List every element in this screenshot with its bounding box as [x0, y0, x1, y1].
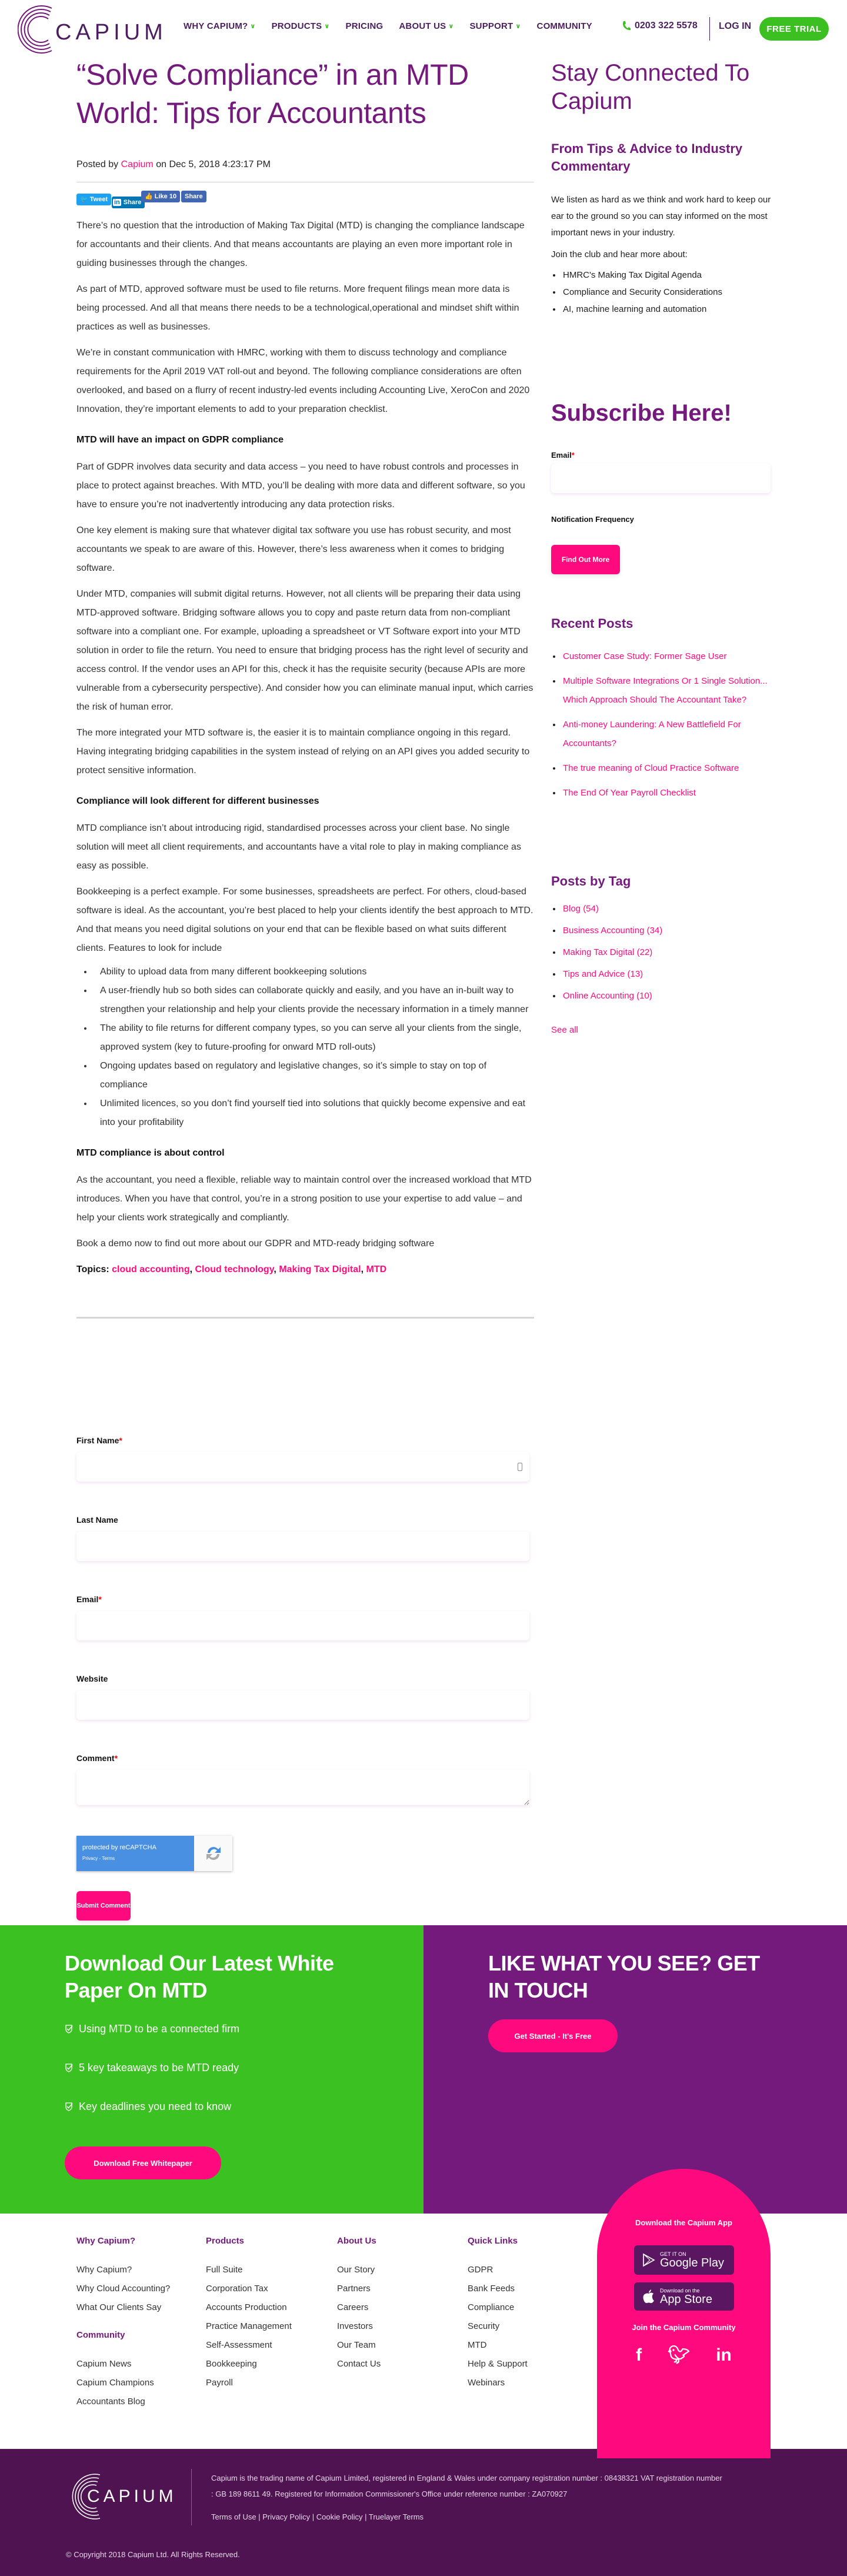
list-item — [562, 947, 662, 957]
whitepaper-title: Download Our Latest White Paper On MTD — [65, 1951, 334, 2002]
author-link[interactable]: Capium — [121, 159, 154, 169]
footer-link[interactable]: Bookkeeping — [206, 2359, 257, 2369]
label-text: Email — [551, 451, 572, 460]
footer-heading: Why Capium? — [76, 2236, 135, 2246]
first-name-label — [76, 1436, 529, 1445]
share-buttons — [76, 191, 534, 206]
paragraph: As the accountant, you need a flexible, reliable way to maintain control over the increased workload that MTD introduces. When you have that control, you’re in a strong position to use your expertise to add value – and help your clients work strategically and compliantly. — [76, 1175, 532, 1223]
subscribe-title: Subscribe Here! — [551, 400, 732, 426]
posts-by-tag-title: Posts by Tag — [551, 874, 631, 888]
footer-link[interactable]: Careers — [337, 2302, 369, 2312]
logo-text: CAPIUM — [55, 20, 167, 45]
footer-column-quick-links — [468, 2236, 597, 2392]
nav-community[interactable] — [537, 21, 592, 31]
subscribe-email-input[interactable] — [551, 464, 771, 493]
footer-link[interactable]: Payroll — [206, 2378, 233, 2388]
comment-label — [76, 1753, 529, 1763]
store-big-text: Google Play — [660, 2257, 724, 2269]
linkedin-share-button[interactable] — [112, 197, 145, 208]
sidebar-join-text: Join the club and hear more about: — [551, 249, 688, 259]
nav-label: PRICING — [345, 21, 384, 31]
store-text — [660, 2251, 724, 2269]
website-field-group — [76, 1674, 529, 1720]
paragraph: One key element is making sure that whatever digital tax software you use has robust security, and most accountants we speak to are aware of this. However, there’s less awareness when it comes to bridging software. — [76, 525, 511, 573]
nav-label: PRODUCTS — [271, 21, 322, 31]
whitepaper-cta — [0, 1925, 424, 2214]
app-download-panel — [597, 2169, 771, 2458]
privacy-policy-link[interactable]: Privacy Policy — [262, 2512, 311, 2521]
footer-link[interactable]: Investors — [337, 2321, 373, 2331]
nav-pricing[interactable] — [345, 21, 383, 31]
check-shield-icon — [65, 2063, 73, 2072]
main-nav — [184, 21, 608, 31]
posted-by-label: Posted by — [76, 159, 119, 169]
get-started-button[interactable]: Get Started - It's Free — [488, 2019, 618, 2052]
capium-rings-icon — [18, 2, 59, 56]
tag-link[interactable]: Online Accounting (10) — [563, 991, 652, 1001]
tweet-button[interactable] — [76, 194, 111, 205]
list-item: • Unlimited licences, so you don’t find yourself tied into solutions that quickly become expensive and eat into your profitability — [93, 1094, 534, 1132]
recent-post-link[interactable]: Anti-money Laundering: A New Battlefield For Accountants? — [563, 720, 741, 748]
footer-link[interactable]: Security — [468, 2321, 500, 2331]
paragraph: Under MTD, companies will submit digital returns. However, not all clients will be preparing their data using MTD-approved software. Bridging software allows you to copy and paste return data from non-compliant software into a compliant one. For example, uploading a spreadsheet or VT Software export into your MTD solution in order to file the return. You need to ensure that bridging process has the right level of security and access control. If the vendor uses an API for this, check it has the requisite security (because APIs are more vulnerable from a cybersecurity perspective). And consider how you can eliminate manual input, which carries the risk of human error. — [76, 589, 533, 712]
label-text: Comment — [76, 1753, 115, 1763]
join-community-title: Join the Capium Community — [632, 2323, 736, 2332]
sidebar-subtitle: From Tips & Advice to Industry Commentary — [551, 141, 743, 174]
autofill-icon[interactable] — [518, 1463, 522, 1471]
nav-about-us[interactable] — [399, 21, 453, 31]
last-name-field-group — [76, 1515, 529, 1561]
site-header — [0, 0, 847, 59]
paragraph: Book a demo now to find out more about our GDPR and MTD-ready bridging software — [76, 1239, 435, 1249]
check-shield-icon — [65, 2102, 73, 2111]
label-text: Email — [76, 1595, 99, 1604]
recent-post-link[interactable]: Multiple Software Integrations Or 1 Single Solution... Which Approach Should The Accountant Take? — [563, 676, 768, 705]
point-text: Key deadlines you need to know — [79, 2101, 232, 2112]
paragraph: The more integrated your MTD software is, the easier it is to maintain compliance ongoing in this regard. Having integrating bridging capabilities in the system instead of relying on an API gives you added security to protect sensitive information. — [76, 728, 530, 776]
first-name-input[interactable] — [76, 1452, 529, 1482]
subscribe-email-label — [551, 451, 575, 460]
copyright: © Copyright 2018 Capium Ltd. All Rights Reserved. — [66, 2550, 240, 2559]
google-play-icon — [642, 2253, 655, 2267]
footer-link[interactable]: Accounts Production — [206, 2302, 287, 2312]
list-item — [562, 969, 662, 979]
facebook-share-button[interactable]: Share — [181, 191, 206, 202]
list-item — [562, 926, 662, 936]
list-item — [562, 672, 773, 710]
section-heading: MTD will have an impact on GDPR compliance — [76, 435, 284, 445]
footer-link[interactable]: Webinars — [468, 2378, 505, 2388]
footer-link[interactable]: Practice Management — [206, 2321, 292, 2331]
required-mark: * — [98, 1595, 102, 1604]
twitter-icon: 🐦 — [80, 196, 88, 203]
footer-link[interactable]: What Our Clients Say — [76, 2302, 162, 2312]
footer-link[interactable]: Help & Support — [468, 2359, 528, 2369]
facebook-icon[interactable]: f — [636, 2345, 642, 2365]
list-item — [562, 715, 773, 753]
post-date: on Dec 5, 2018 4:23:17 PM — [156, 159, 271, 169]
nav-label: SUPPORT — [469, 21, 513, 31]
footer-link[interactable]: Contact Us — [337, 2359, 381, 2369]
footer-link[interactable]: Corporation Tax — [206, 2284, 268, 2294]
like-label: Like 10 — [154, 193, 177, 200]
list-item — [65, 2023, 239, 2062]
sidebar-topics-list — [562, 270, 775, 314]
list-item: • Compliance and Security Considerations — [562, 287, 775, 297]
footer-link[interactable]: Partners — [337, 2284, 371, 2294]
email-label — [76, 1595, 529, 1604]
last-name-label: Last Name — [76, 1515, 118, 1525]
list-item: • The ability to file returns for different company types, so you can serve all your clients from the single, approved system (key to future-proofing for onward MTD roll-outs) — [93, 1019, 534, 1057]
recent-post-link[interactable]: Customer Case Study: Former Sage User — [563, 651, 727, 661]
recent-post-link[interactable]: The true meaning of Cloud Practice Software — [563, 763, 739, 773]
tag-link[interactable]: Tips and Advice (13) — [563, 969, 643, 979]
article-body — [76, 217, 534, 1319]
footer-link[interactable]: Why Cloud Accounting? — [76, 2284, 171, 2294]
linkedin-icon[interactable]: in — [716, 2345, 732, 2365]
comment-form — [76, 1436, 529, 1921]
store-big-text: App Store — [660, 2293, 712, 2306]
twitter-icon[interactable]: 🐦︎ — [668, 2345, 691, 2365]
nav-label: COMMUNITY — [536, 21, 592, 31]
list-item — [562, 904, 662, 914]
truelayer-terms-link[interactable]: Truelayer Terms — [368, 2512, 424, 2521]
footer-link[interactable]: Bank Feeds — [468, 2284, 515, 2294]
nav-label: WHY CAPIUM? — [184, 21, 248, 31]
app-title: Download the Capium App — [635, 2218, 732, 2227]
topic-link[interactable]: MTD — [366, 1264, 387, 1274]
cookie-policy-link[interactable]: Cookie Policy — [316, 2512, 363, 2521]
capium-logo[interactable] — [18, 2, 167, 56]
recaptcha-text — [76, 1836, 194, 1871]
nav-why-capium[interactable] — [184, 21, 256, 31]
topic-link[interactable]: Cloud technology — [195, 1264, 274, 1274]
list-item — [562, 991, 662, 1001]
list-item — [65, 2101, 239, 2139]
footer-column-about-us — [337, 2236, 466, 2374]
topic-link[interactable]: cloud accounting — [112, 1264, 190, 1274]
login-link[interactable]: LOG IN — [719, 21, 752, 31]
footer-logo[interactable] — [71, 2470, 176, 2523]
nav-label: ABOUT US — [399, 21, 446, 31]
recaptcha-links[interactable]: Privacy - Terms — [82, 1856, 115, 1861]
linkedin-share-label: Share — [123, 199, 142, 206]
blog-article — [76, 56, 534, 1319]
check-shield-icon — [65, 2024, 73, 2033]
footer-link[interactable]: Our Team — [337, 2340, 376, 2350]
chevron-down-icon: ∨ — [448, 23, 454, 30]
post-meta — [76, 159, 534, 170]
contact-cta — [424, 1925, 847, 2214]
footer-heading: Products — [206, 2236, 245, 2246]
google-play-button[interactable] — [634, 2245, 734, 2275]
website-label: Website — [76, 1674, 108, 1683]
comment-field-group — [76, 1753, 529, 1808]
notification-frequency-label: Notification Frequency — [551, 515, 634, 524]
list-item — [562, 647, 773, 666]
tag-link[interactable]: Making Tax Digital (22) — [563, 947, 653, 957]
required-mark: * — [119, 1436, 122, 1445]
recent-posts-list — [562, 647, 773, 808]
comment-textarea[interactable] — [76, 1770, 529, 1805]
terms-of-use-link[interactable]: Terms of Use — [211, 2512, 256, 2521]
required-mark: * — [571, 451, 575, 460]
paragraph: As part of MTD, approved software must be used to file returns. More frequent filings mean more data is being processed. And all that means there needs to be a technological,operational and mindset shift within practices as well as businesses. — [76, 284, 519, 332]
article-title: “Solve Compliance” in an MTD World: Tips for Accountants — [76, 58, 469, 129]
divider — [76, 1317, 534, 1319]
website-input[interactable] — [76, 1690, 529, 1720]
topics: Topics: cloud accounting, Cloud technology, Making Tax Digital, MTD — [76, 1264, 387, 1274]
list-item: • HMRC's Making Tax Digital Agenda — [562, 270, 775, 280]
facebook-like-button[interactable] — [141, 191, 180, 202]
see-all-tags-link[interactable]: See all — [551, 1025, 578, 1035]
submit-comment-button[interactable]: Submit Comment — [76, 1891, 131, 1921]
list-item — [562, 784, 773, 803]
footer-link[interactable]: Capium News — [76, 2359, 132, 2369]
topics-label: Topics: — [76, 1264, 109, 1274]
tweet-label: Tweet — [89, 196, 108, 203]
sidebar — [551, 59, 775, 1035]
footer-heading: Community — [76, 2330, 125, 2340]
paragraph: MTD compliance isn’t about introducing rigid, standardised processes across your client base. No single solution will meet all client requirements, and accountants have a vital role to play in making compliance as easy as possible. — [76, 823, 521, 871]
header-divider — [709, 17, 710, 41]
chevron-down-icon: ∨ — [250, 23, 256, 30]
recent-posts-title: Recent Posts — [551, 616, 633, 631]
label-text: First Name — [76, 1436, 119, 1445]
store-small-text: GET IT ON — [660, 2251, 686, 2257]
footer-link[interactable]: Accountants Blog — [76, 2397, 145, 2407]
whitepaper-points — [65, 2023, 239, 2139]
last-name-input[interactable] — [76, 1532, 529, 1561]
legal-links: Terms of Use | Privacy Policy | Cookie Policy | Truelayer Terms — [211, 2512, 424, 2521]
list-item: • AI, machine learning and automation — [562, 304, 775, 314]
recaptcha-badge[interactable] — [76, 1836, 232, 1871]
list-item: • A user-friendly hub so both sides can collaborate quickly and easily, and you have an in-built way to strengthen your relationship and help your clients provide the necessary information in a timely manner — [93, 981, 534, 1019]
nav-support[interactable] — [469, 21, 521, 31]
section-heading: MTD compliance is about control — [76, 1148, 225, 1158]
footer-link[interactable]: Full Suite — [206, 2265, 243, 2275]
features-list — [93, 963, 534, 1132]
nav-products[interactable] — [272, 21, 330, 31]
paragraph: Part of GDPR involves data security and data access – you need to have robust controls and processes in place to protect against breaches. With MTD, you’ll be dealing with more data and different software, so you have to ensure you’re not inadvertently introducing any data protection risks. — [76, 462, 525, 510]
tag-link[interactable]: Blog (54) — [563, 904, 599, 914]
social-links — [597, 2345, 771, 2365]
paragraph: There’s no question that the introduction of Making Tax Digital (MTD) is changing the compliance landscape for accountants and their clients. And that means accountants are playing an even more important role in guiding businesses through the changes. — [76, 221, 525, 268]
bottom-footer — [0, 2449, 847, 2576]
phone-icon — [622, 21, 631, 31]
footer-link[interactable]: Why Capium? — [76, 2265, 132, 2275]
required-mark: * — [114, 1753, 118, 1763]
thumbs-up-icon: 👍 — [145, 193, 153, 200]
apple-icon — [642, 2289, 655, 2304]
contact-title: LIKE WHAT YOU SEE? GET IN TOUCH — [488, 1951, 760, 2002]
sidebar-intro: We listen as hard as we think and work hard to keep our ear to the ground so you can stay informed on the most important news in your industry. — [551, 195, 771, 238]
phone-number: 0203 322 5578 — [635, 21, 698, 31]
footer-heading: About Us — [337, 2236, 376, 2246]
list-item: • Ongoing updates based on regulatory and legislative changes, so it’s simple to stay on top of compliance — [93, 1057, 534, 1094]
recaptcha-label: protected by reCAPTCHA — [82, 1844, 156, 1851]
list-item — [562, 759, 773, 778]
tag-list — [562, 904, 662, 1013]
section-heading: Compliance will look different for different businesses — [76, 796, 319, 806]
footer-link[interactable]: Our Story — [337, 2265, 375, 2275]
tag-link[interactable]: Business Accounting (34) — [563, 926, 663, 936]
point-text: 5 key takeaways to be MTD ready — [79, 2062, 239, 2074]
recaptcha-logo-icon — [194, 1836, 232, 1871]
first-name-field-group — [76, 1436, 529, 1482]
footer-link[interactable]: Compliance — [468, 2302, 515, 2312]
footer-link[interactable]: GDPR — [468, 2265, 493, 2275]
email-field-group — [76, 1595, 529, 1640]
footer-link[interactable]: Capium Champions — [76, 2378, 154, 2388]
store-text — [660, 2288, 712, 2305]
chevron-down-icon: ∨ — [515, 23, 521, 30]
recent-post-link[interactable]: The End Of Year Payroll Checklist — [563, 788, 696, 798]
paragraph: We’re in constant communication with HMRC, working with them to discuss technology and compliance requirements for the April 2019 VAT roll-out and beyond. The following compliance considerations are often overlooked, and based on a flurry of recent industry-led events including Accounting Live, XeroCon and 2020 Innovation, they’re important elements to add to your preparation checklist. — [76, 348, 530, 414]
footer-column-products — [206, 2236, 335, 2392]
list-item: • Ability to upload data from many different bookkeeping solutions — [93, 963, 534, 981]
linkedin-icon: in — [114, 199, 120, 206]
chevron-down-icon: ∨ — [324, 23, 330, 30]
footer-heading: Quick Links — [468, 2236, 518, 2246]
free-trial-button[interactable]: FREE TRIAL — [759, 17, 829, 41]
list-item — [65, 2062, 239, 2101]
sidebar-title: Stay Connected To Capium — [551, 60, 750, 114]
paragraph: Bookkeeping is a perfect example. For some businesses, spreadsheets are perfect. For others, cloud-based software is ideal. As the accountant, you’re best placed to help your clients identify the best approach to MTD. And that means you need digital solutions on your end that can be flexible based on what suits different clients. Features to look for include — [76, 887, 533, 953]
footer-link[interactable]: Self-Assessment — [206, 2340, 272, 2350]
point-text: Using MTD to be a connected firm — [79, 2023, 240, 2035]
topic-link[interactable]: Making Tax Digital — [279, 1264, 361, 1274]
phone-link[interactable] — [622, 21, 698, 31]
footer-column-why-capium — [76, 2236, 206, 2411]
footer-divider — [191, 2469, 192, 2525]
find-out-more-button[interactable]: Find Out More — [551, 545, 620, 574]
download-whitepaper-button[interactable]: Download Free Whitepaper — [65, 2146, 221, 2179]
footer-link[interactable]: MTD — [468, 2340, 487, 2350]
logo-text: CAPIUM — [87, 2487, 177, 2506]
legal-text: Capium is the trading name of Capium Limited, registered in England & Wales under company registration number : 08438321 VAT registration number : GB 189 8611 49. Registered for Information Commissioner's Office under reference number : ZA070927 — [211, 2474, 722, 2498]
store-small-text: Download on the — [660, 2288, 700, 2294]
email-input[interactable] — [76, 1611, 529, 1640]
app-store-button[interactable] — [634, 2282, 734, 2311]
